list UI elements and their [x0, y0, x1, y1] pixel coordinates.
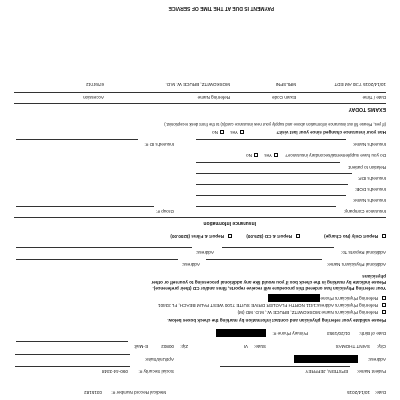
city-value: SAINT THOMAS	[335, 344, 370, 349]
notice-line-2: Please indicate by marking in the check box if you would like any additional processing to yourself or other	[151, 280, 386, 285]
ref-address-label: Referring Physician's Address:	[315, 303, 378, 308]
insurance-company-field[interactable]	[196, 206, 336, 207]
report-films-checkbox[interactable]	[228, 234, 232, 238]
add-reports-label: Additional Reports To:	[341, 250, 386, 255]
ref-address-checkbox[interactable]	[382, 303, 386, 307]
secondary-insured-name-field[interactable]	[196, 139, 346, 140]
changed-no-label: No	[212, 130, 218, 135]
ref-name-checkbox[interactable]	[382, 310, 386, 314]
redaction-box	[268, 294, 320, 302]
notice-line-1: Your referring Physician has ordered this procedure will receive reports, films and/or CD (their preference).	[152, 286, 386, 291]
insured-name-label: Insured's Name:	[352, 198, 386, 203]
secondary-yes-checkbox[interactable]	[274, 153, 278, 157]
report-only-checkbox[interactable]	[382, 234, 386, 238]
ref-name-value: MOSKOWITZ, BRUCE W., M.D. MD (M)	[237, 310, 320, 315]
ssn-value: 090-44-3348	[101, 369, 128, 374]
email-label: E-Mail:	[133, 344, 148, 349]
ssn-label: Social Security #:	[138, 369, 174, 374]
ref-address-value: 1411 NORTH FLAGLER DRIVE SUITE 7100 WEST PALM BEACH, FL 33401	[157, 303, 316, 308]
insurance-heading: Insurance Information	[203, 220, 256, 226]
reports-address-label: Address:	[195, 250, 214, 255]
changed-yes-checkbox[interactable]	[240, 130, 244, 134]
changed-yes-label: Yes	[230, 130, 238, 135]
group-field[interactable]	[16, 206, 154, 207]
ref-name-label: Referring Physician's Name:	[320, 310, 378, 315]
col-referring-name: Referring Name	[197, 95, 230, 100]
add-physician-address-label: Address:	[181, 262, 200, 267]
report-films-label: Report & Films ($200.00)	[170, 234, 224, 239]
apt-label: Apt/Unit/Suite:	[144, 357, 174, 362]
city-label: City:	[376, 344, 386, 349]
exam-code: MRLSPNI	[275, 82, 296, 87]
secondary-insurance-label: Do you have supplemental/secondary insurance?	[285, 153, 386, 158]
dob-value: 01/20/1953	[327, 331, 350, 336]
exam-datetime: 10/14/2015 7:30 AM EDT	[334, 82, 386, 87]
add-physician-name-label: Additional Physician's Name:	[326, 262, 386, 267]
report-cd-label: Report & CD ($25.00)	[246, 234, 292, 239]
exams-heading: EXAMS TODAY	[348, 106, 386, 112]
zip-value: 00802	[161, 344, 174, 349]
add-physician-address-field[interactable]	[16, 259, 178, 260]
address-label: Address:	[367, 357, 386, 362]
insured-id-field[interactable]	[196, 173, 352, 174]
insurance-company-label: Insurance Company:	[343, 209, 386, 214]
report-cd-checkbox[interactable]	[296, 234, 300, 238]
insured-dob-field[interactable]	[196, 184, 348, 185]
insurance-changed-label: Has your insurance changed since your last visit?	[276, 130, 386, 135]
exam-accession: 6784742	[86, 82, 104, 87]
redaction-box	[294, 355, 358, 363]
ref-phone-label: Referring Physician's Phone	[320, 296, 378, 301]
secondary-yes-label: Yes	[264, 153, 272, 158]
validate-instruction: Please validate your referring physician and contact information by marking the check boxes below.	[167, 318, 386, 323]
payment-notice: PAYMENT IS DUE AT THE TIME OF SERVICE	[168, 5, 274, 11]
changed-no-checkbox[interactable]	[220, 130, 224, 134]
mrn-value: 0315182	[84, 390, 102, 395]
add-reports-field[interactable]	[222, 247, 334, 248]
col-accession: Accession	[83, 95, 104, 100]
exam-physician: MOSKOWITZ, BRUCE W. M.D.	[165, 82, 230, 87]
notice-line-3: physicians	[362, 274, 386, 279]
state-value: VI	[243, 344, 248, 349]
secondary-no-label: No	[246, 153, 252, 158]
date-value: 10/14/2015	[347, 390, 370, 395]
secondary-insured-id-label: Insured's ID #:	[144, 142, 174, 147]
relation-field[interactable]	[196, 162, 340, 163]
secondary-insured-name-label: Insured's Name:	[352, 142, 386, 147]
insured-id-label: Insured's ID#:	[357, 176, 386, 181]
patient-name-label: Patient Name:	[356, 369, 386, 374]
ref-phone-checkbox[interactable]	[382, 296, 386, 300]
primary-phone-label: Primary Phone #:	[272, 331, 308, 336]
date-label: Date:	[375, 390, 386, 395]
col-exam-code: Exam Code	[271, 95, 296, 100]
add-physician-name-field[interactable]	[206, 259, 322, 260]
state-label: State:	[253, 344, 266, 349]
patient-name-value: EPSTEIN, JEFFREY	[305, 369, 348, 374]
dob-label: Date of Birth:	[359, 331, 386, 336]
secondary-no-checkbox[interactable]	[254, 153, 258, 157]
report-only-label: Report Only (No Charge)	[324, 234, 378, 239]
col-date-time: Date / Time	[362, 95, 386, 100]
insurance-changed-note: (If yes, Please fill out insurance information above and supply your new insurance card(s) to the front desk receptionist.)	[164, 122, 386, 127]
reports-address-field[interactable]	[16, 247, 192, 248]
group-label: Group #:	[156, 209, 174, 214]
zip-label: Zip:	[180, 344, 188, 349]
redaction-box	[216, 329, 266, 337]
insured-dob-label: Insured's DOB:	[354, 187, 386, 192]
mrn-label: Medical Record Number #:	[111, 390, 166, 395]
relation-label: Relation to patient:	[347, 165, 386, 170]
secondary-insured-id-field[interactable]	[16, 139, 138, 140]
insured-name-field[interactable]	[196, 195, 346, 196]
